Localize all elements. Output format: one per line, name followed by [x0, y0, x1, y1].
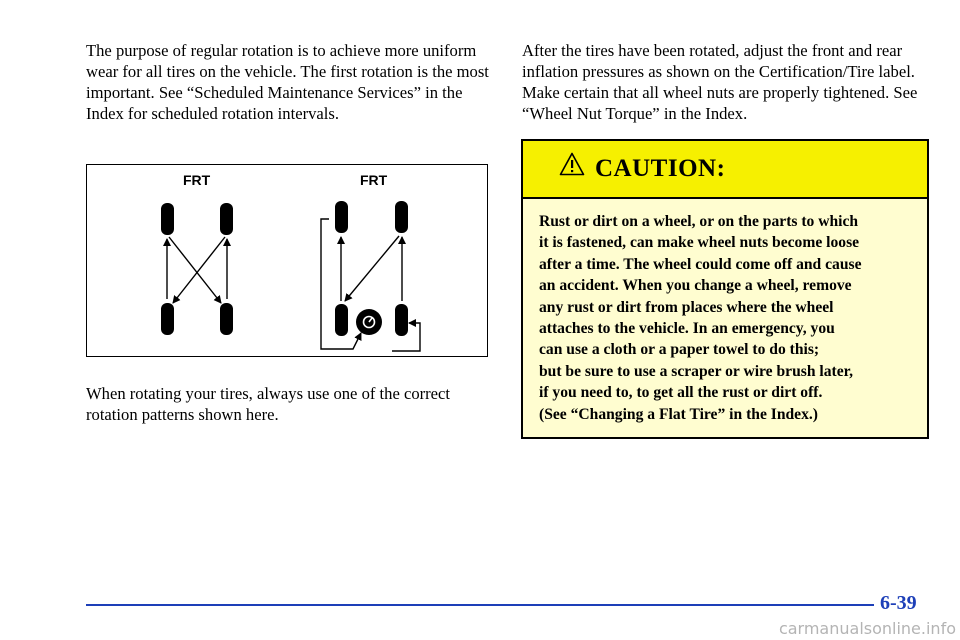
caution-line: Rust or dirt on a wheel, or on the parts to which	[539, 213, 859, 230]
tire-left-front-left	[161, 203, 174, 235]
tire-right-rear-left	[335, 304, 348, 336]
caution-line: but be sure to use a scraper or wire brush later,	[539, 362, 854, 380]
tire-right-rear-right	[395, 304, 408, 336]
left-pattern-tires	[161, 203, 233, 335]
tire-left-rear-left	[161, 303, 174, 335]
right-front-label: FRT	[360, 172, 388, 188]
caution-line: an accident. When you change a wheel, remove	[539, 277, 852, 295]
caution-line: it is fastened, can make wheel nuts become loose	[539, 234, 860, 252]
arrow-lf-to-rr	[169, 237, 221, 303]
caution-body	[539, 211, 919, 425]
caution-line: can use a cloth or a paper towel to do this;	[539, 341, 820, 359]
after-rotation-paragraph: After the tires have been rotated, adjust the front and rear inflation pressures as shown on the Certification/Tire label. Make certain that all wheel nuts are properly tightened. See “Wheel Nut Torque” in the Index.	[522, 41, 918, 123]
caution-line: (See “Changing a Flat Tire” in the Index.)	[539, 405, 818, 423]
arrow-rr-to-lf	[345, 236, 399, 301]
patterns-paragraph: When rotating your tires, always use one of the correct rotation patterns shown here.	[86, 384, 451, 424]
caution-line: if you need to, to get all the rust or dirt off.	[539, 384, 823, 402]
caution-header	[523, 141, 927, 199]
left-pattern-arrows	[167, 237, 227, 303]
caution-line: after a time. The wheel could come off and cause	[539, 255, 862, 273]
rotation-patterns-figure	[87, 165, 489, 358]
footer-rule	[86, 604, 874, 606]
watermark: carmanualsonline.info	[778, 619, 956, 638]
caution-box	[521, 139, 929, 439]
left-front-label: FRT	[183, 172, 211, 188]
arrow-rf-to-lr	[173, 237, 225, 303]
warning-triangle-icon	[559, 152, 585, 176]
caution-title: CAUTION:	[595, 155, 726, 182]
tire-right-front-left	[335, 201, 348, 233]
tire-left-front-right	[220, 203, 233, 235]
page-number: 6-39	[880, 592, 917, 614]
tire-right-front-right	[395, 201, 408, 233]
tire-left-rear-right	[220, 303, 233, 335]
caution-line: attaches to the vehicle. In an emergency, you	[539, 320, 835, 338]
caution-line: any rust or dirt from places where the wheel	[539, 298, 834, 316]
intro-paragraph: The purpose of regular rotation is to achieve more uniform wear for all tires on the vehicle. The first rotation is the most important. See “Scheduled Maintenance Services” in the Index for scheduled rotation intervals.	[86, 41, 489, 123]
tire-rotation-diagram	[86, 164, 488, 357]
